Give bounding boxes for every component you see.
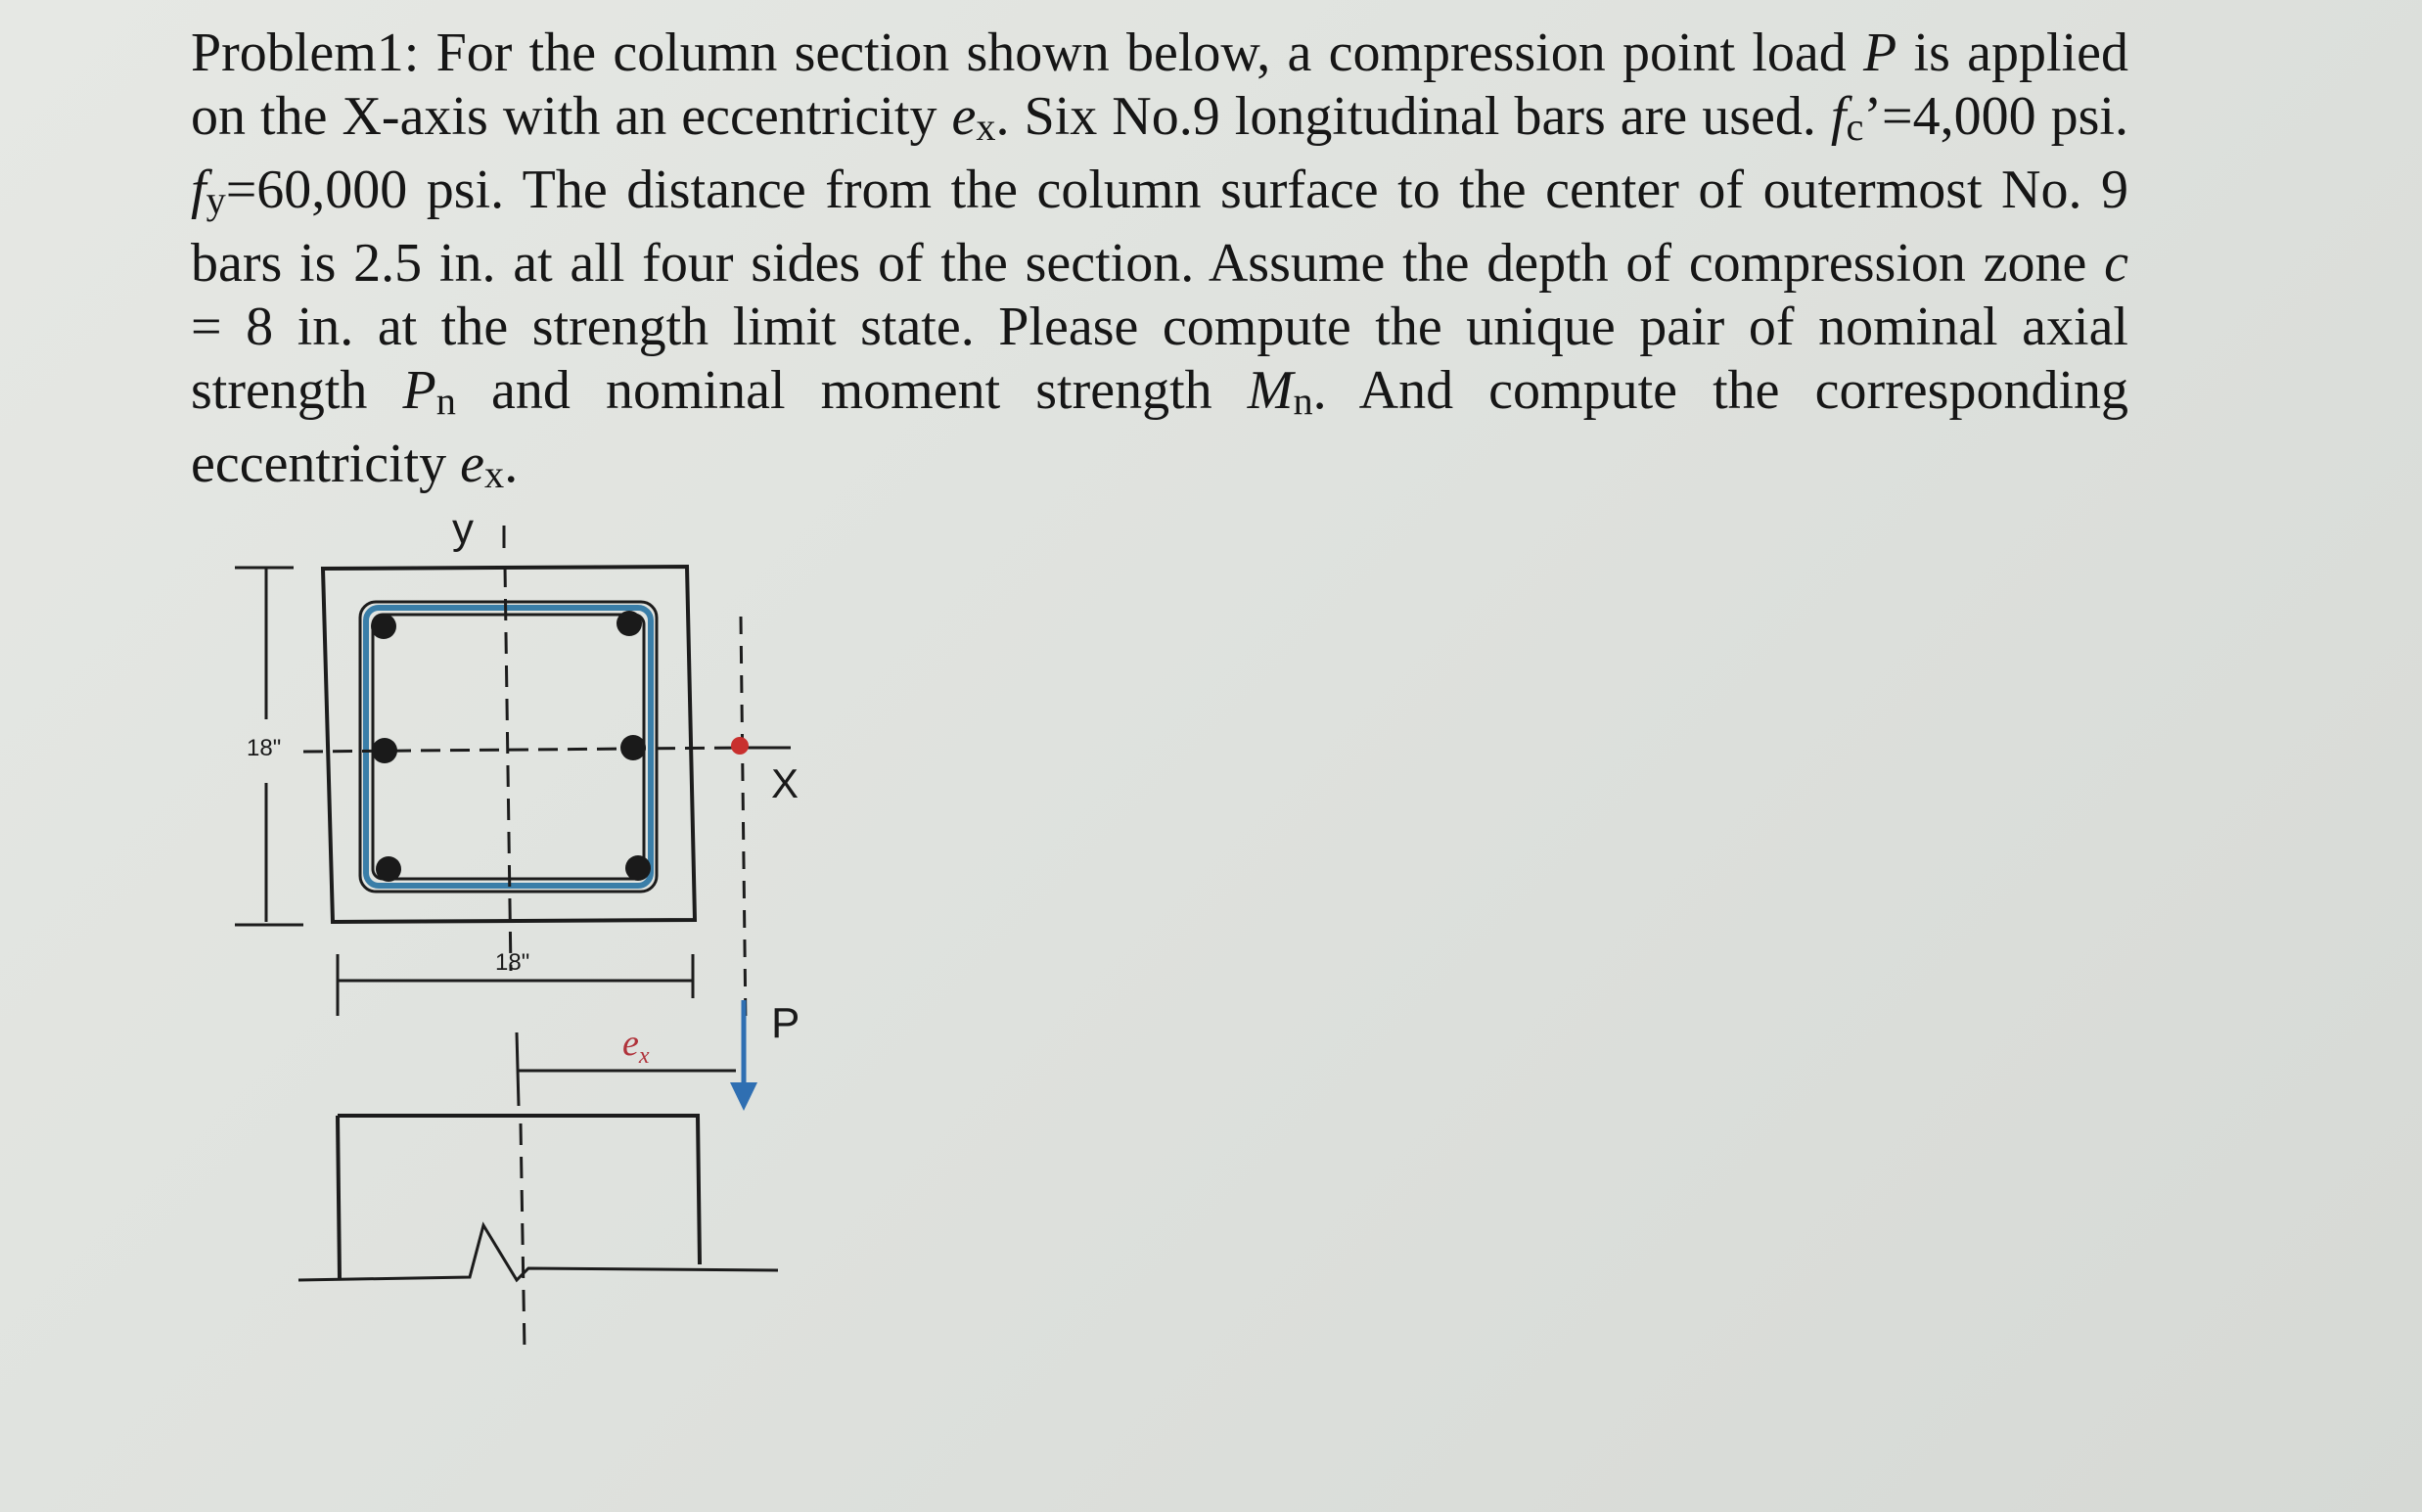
- rebar-top-right: [617, 611, 642, 636]
- variable-M: M: [1247, 360, 1294, 422]
- load-label: P: [771, 999, 800, 1047]
- rebar-group: [371, 611, 651, 882]
- text-run: . Six No.9 longitudinal bars are used.: [995, 86, 1831, 147]
- variable-c: c: [2104, 233, 2128, 295]
- ecc-label-e: e: [622, 1023, 639, 1064]
- rebar-mid-left: [372, 738, 397, 763]
- text-run: Problem1: For the column section shown below, a compression point load: [191, 23, 1864, 83]
- subscript-x: x: [976, 105, 996, 150]
- elevation-centerline: [521, 1123, 525, 1351]
- rebar-bottom-left: [376, 856, 401, 882]
- variable-e: e: [951, 86, 977, 147]
- variable-P: P: [1863, 23, 1897, 83]
- text-run: =60,000 psi. The distance from the column surface to the center of outermost No. 9: [225, 160, 2128, 221]
- height-dimension: [235, 568, 303, 925]
- variable-f: f: [191, 160, 206, 221]
- height-dim-label: 18": [247, 735, 282, 761]
- x-axis-line: [303, 748, 744, 752]
- variable-e: e: [460, 434, 485, 495]
- ecc-label-x: x: [638, 1043, 650, 1069]
- subscript-c: c: [1846, 105, 1864, 150]
- text-run: = 8 in. at the strength limit state. Please compute the unique pair of nominal axial: [191, 297, 2128, 358]
- load-line: [741, 617, 746, 1028]
- width-dim-label: 18": [495, 949, 530, 976]
- text-run: and nominal moment strength: [455, 360, 1248, 422]
- rebar-top-left: [371, 614, 396, 639]
- variable-f: f: [1830, 86, 1847, 147]
- elevation-column-left: [338, 1116, 340, 1278]
- elevation-break-line: [298, 1225, 778, 1280]
- variable-P: P: [402, 360, 436, 422]
- load-arrow-head: [730, 1082, 757, 1111]
- subscript-n: n: [435, 379, 456, 424]
- subscript-x: x: [484, 452, 505, 497]
- width-dimension: [338, 949, 693, 1016]
- text-run: bars is 2.5 in. at all four sides of the section. Assume the depth of compression zone: [191, 233, 2105, 295]
- text-run: on the X-axis with an eccentricity: [191, 86, 952, 147]
- load-point-marker: [731, 737, 749, 755]
- text-run: eccentricity: [191, 434, 461, 495]
- ecc-label: [622, 1023, 650, 1069]
- eccentricity-dimension: [517, 1023, 736, 1106]
- ecc-tick-left: [517, 1032, 519, 1106]
- rebar-bottom-right: [625, 855, 651, 881]
- subscript-y: y: [206, 178, 226, 223]
- text-run: strength: [191, 360, 403, 422]
- x-axis-label: X: [771, 760, 800, 806]
- y-axis-label: y: [452, 505, 474, 553]
- elevation-view: [298, 1116, 778, 1351]
- text-run: .: [504, 434, 519, 495]
- text-run: ’=4,000 psi.: [1863, 86, 2128, 147]
- text-run: . And compute the corresponding: [1312, 360, 2128, 422]
- subscript-n: n: [1293, 379, 1313, 424]
- rebar-mid-right: [620, 735, 646, 760]
- load-arrow: [730, 999, 800, 1111]
- y-axis-line: [505, 566, 511, 971]
- text-run: is applied: [1896, 23, 2128, 83]
- elevation-column-top-right: [338, 1116, 700, 1264]
